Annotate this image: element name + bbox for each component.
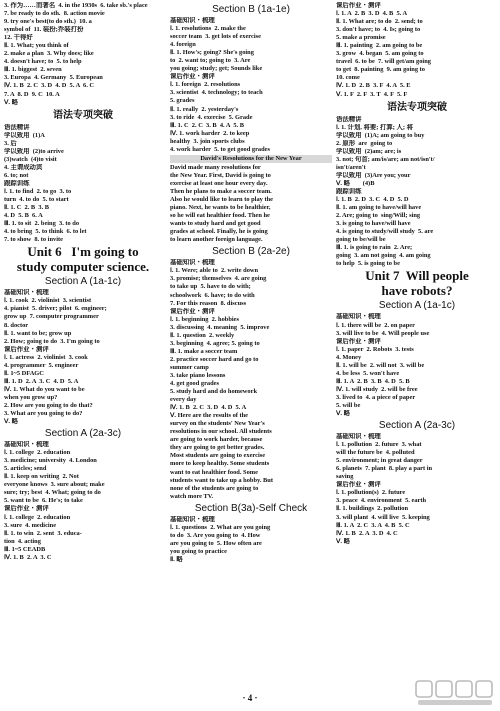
answer-line: resolutions in our school. All students xyxy=(170,428,272,436)
answer-line: 8. doctor xyxy=(4,321,29,329)
answer-line: Most students are going to exercise xyxy=(170,452,266,460)
answer-line: so he will eat healthier food. Then he xyxy=(170,212,270,220)
answer-line: 2. practice soccer hard and go to xyxy=(170,355,259,363)
answer-line: piano. Next, he wants to be healthier, xyxy=(170,204,271,212)
answer-line: exercise at least one hour every day. xyxy=(170,179,268,187)
answer-line: 4. pianist 5. driver; pilot 6. engineer; xyxy=(4,305,107,313)
answer-line: Ⅱ. 1. How's; going? She's going xyxy=(170,49,254,57)
answer-line: Ⅴ. 略 (4)B xyxy=(336,179,375,187)
answer-line: Ⅱ. 1. am going to have/will have xyxy=(336,204,422,212)
page-number: · 4 · xyxy=(242,693,258,703)
answer-line: Ⅱ. 1. question 2. weekly xyxy=(170,331,235,339)
answer-line: 3. Europa 4. Germany 5. European xyxy=(4,74,103,82)
answer-line: Ⅰ. 1. to find 2. to go 3. to xyxy=(4,187,72,195)
answer-line: Ⅳ. 1. will study 2. will be free xyxy=(336,385,418,393)
answer-line: soccer team 3. get lots of exercise xyxy=(170,33,261,41)
answer-line: 跟踪训练 xyxy=(4,179,30,187)
answer-line: Also he would like to learn to play the xyxy=(170,196,273,204)
answer-line: Ⅰ. 1. 计划, 将要; 打算; 人; 将 xyxy=(336,123,413,131)
answer-line: 3. medicine; university 4. London xyxy=(4,457,97,465)
answer-line: Ⅳ. 1. What do you want to be xyxy=(4,385,85,393)
grammar-heading: 语法专项突破 xyxy=(53,109,113,121)
answer-line: Ⅲ. 1. is going to rain 2. Are; xyxy=(336,244,413,252)
unit-title: Unit 6 I'm going to xyxy=(27,244,139,260)
answer-line: 课后作业・测评 xyxy=(4,345,49,353)
answer-line: wants to study hard and get good xyxy=(170,220,261,228)
answer-line: 4. 主谓成动宾 xyxy=(4,163,43,171)
answer-line: Ⅱ. 1. What are; to do 2. send; to xyxy=(336,18,423,26)
answer-line: 基础知识・梳理 xyxy=(336,313,381,321)
answer-line: 学以致用 (1)A xyxy=(4,131,45,139)
answer-line: Ⅳ. 1. B 2. C 3. D 4. D 5. A 6. C xyxy=(4,82,95,90)
column-middle xyxy=(170,2,332,564)
answer-line: 7. be ready to do sth. 8. action movie xyxy=(4,10,105,18)
answer-line: Ⅰ. 1. beginning 2. hobbies xyxy=(170,315,240,323)
answer-line: Ⅴ. 略 xyxy=(336,537,350,545)
answer-line: 3. not; 句首; am/is/are; am not/isn't/ xyxy=(336,155,435,163)
answer-line: Ⅴ. 略 xyxy=(336,410,350,418)
answer-line: 基础知识・梳理 xyxy=(336,433,381,441)
answer-line: they are going to get better grades. xyxy=(170,444,265,452)
answer-line: 语法精讲 xyxy=(336,115,362,123)
answer-line: to 2. want to; going to 3. Are xyxy=(170,57,251,65)
answer-line: to learn another foreign language. xyxy=(170,236,263,244)
unit-title: have robots? xyxy=(381,283,453,299)
answer-line: 3. What are you going to do? xyxy=(4,410,83,418)
answer-line: 3. is going to have/will have xyxy=(336,220,411,228)
column-right xyxy=(336,2,498,546)
section-heading: Section A (1a-1c) xyxy=(44,276,122,288)
answer-line: isn't/aren't xyxy=(336,163,366,171)
answer-line: when you grow up? xyxy=(4,393,58,401)
answer-line: to take up 5. have to do with; xyxy=(170,283,251,291)
answer-line: Ⅳ. 1. B 2. A 3. D 4. C xyxy=(336,529,398,537)
answer-line: 3. 后 xyxy=(4,139,17,147)
answer-line: schoolwork 6. have; to do with xyxy=(170,291,255,299)
answer-line: 2. Are; going to sing/Will; sing xyxy=(336,212,421,220)
answer-line: 7. For this reason 8. discuss xyxy=(170,299,247,307)
answer-line: 4. get good grades xyxy=(170,380,219,388)
section-heading: Section B (1a-1e) xyxy=(212,4,290,15)
answer-line: 4. doesn't have; to 5. to help xyxy=(4,58,82,66)
answer-line: Ⅱ. 1. keep on writing 2. Not xyxy=(4,473,79,481)
column-left xyxy=(4,2,162,562)
answer-line: Ⅱ. 1. C 2. B 3. B xyxy=(4,204,50,212)
answer-line: Ⅰ. 1. Were; able to 2. write down xyxy=(170,267,259,275)
answer-line: 3. 作为……而著名 4. in the 1930s 6. take sb.'s place xyxy=(4,2,148,9)
answer-line: 5. articles; send xyxy=(4,465,47,473)
answer-line: Ⅴ. 1. F 2. F 3. T 4. F 5. F xyxy=(336,90,408,98)
answer-line: 基础知识・梳理 xyxy=(170,259,215,267)
answer-line: Ⅴ. Here are the results of the xyxy=(170,412,249,420)
answer-line: Ⅰ. 1. college 2. education xyxy=(4,449,71,457)
answer-line: travel 6. to be 7. will get/am going xyxy=(336,58,431,66)
answer-line: healthy 3. join sports clubs xyxy=(170,137,245,145)
answer-line: Ⅰ. 1. A 2. B 3. D 4. B 5. A xyxy=(336,10,408,18)
answer-line: to get 8. painting 9. am going to xyxy=(336,66,425,74)
answer-line: Ⅱ. 1. want to be; grow up xyxy=(4,329,72,337)
answer-line: Ⅱ. 1. What; you think of xyxy=(4,42,69,50)
answer-line: Ⅱ. 1. buildings 2. pollution xyxy=(336,505,409,513)
answer-line: Ⅰ. 1. pollution(s) 2. future xyxy=(336,489,406,497)
answer-line: 3. will plant 4. will live 5. keeping xyxy=(336,513,430,521)
answer-line: 4. Money xyxy=(336,353,362,361)
answer-line: 5. environment; in great danger xyxy=(336,457,423,465)
answer-line: Ⅲ. 1. A 2. B 3. B 4. D 5. B xyxy=(336,377,410,385)
answer-line: more to keep healthy. Some students xyxy=(170,460,270,468)
answer-line: Ⅱ. 1. to win 2. sent 3. educa- xyxy=(4,529,82,537)
answer-line: will the future be 4. polluted xyxy=(336,449,415,457)
answer-line: Ⅰ. 1. paper 2. Robots 3. tests xyxy=(336,345,414,353)
answer-line: going 3. am not going 4. am going xyxy=(336,252,431,260)
answer-line: want to eat healthier food. Some xyxy=(170,468,258,476)
answer-line: 4. to bring 5. to think 6. to let xyxy=(4,228,87,236)
answer-line: 学以致用 (2)am; are; is xyxy=(336,147,402,155)
answer-line: grow up 7. computer programmer xyxy=(4,313,99,321)
answer-line: Ⅲ. 1~5 CEADB xyxy=(4,545,46,553)
answer-line: 3. beginning 4. agree; 5. going to xyxy=(170,339,260,347)
answer-line: 语法精讲 xyxy=(4,123,30,131)
answer-line: Ⅰ. 1. college 2. education xyxy=(4,513,71,521)
answer-line: 3. peace 4. environment 5. earth xyxy=(336,497,427,505)
answer-line: 3. to ride 4. exercise 5. Grade xyxy=(170,113,253,121)
answer-line: 3. lived to 4. a piece of paper xyxy=(336,393,416,401)
answer-line: 5. will be xyxy=(336,401,361,409)
answer-line: 2. How; going to do 3. I'm going to xyxy=(4,337,100,345)
answer-line: the New Year. First, David is going to xyxy=(170,171,271,179)
answer-line: 3. will live to be 4. Will people use xyxy=(336,329,430,337)
answer-line: Ⅲ. 1. painting 2. am going to be xyxy=(336,42,423,50)
answer-line: 7. to show 8. to invite xyxy=(4,236,63,244)
answer-line: going to be/will be xyxy=(336,236,386,244)
grammar-heading: 语法专项突破 xyxy=(387,101,447,113)
answer-line: 3. promise; themselves 4. are going xyxy=(170,275,267,283)
answer-line: to do 3. Are you going to 4. How xyxy=(170,531,261,539)
answer-line: Ⅴ. 略 xyxy=(4,418,18,426)
answer-line: none of the students are going to xyxy=(170,484,259,492)
answer-line: Ⅰ. 1. pollution 2. future 3. what xyxy=(336,441,422,449)
answer-line: Ⅲ. 1. A 2. C 3. A 4. B 5. C xyxy=(336,521,410,529)
answer-line: every day xyxy=(170,396,197,404)
answer-line: 学以致用 (3)Are you; your xyxy=(336,171,411,179)
answer-line: 9. try one's best(to do sth.) 10. a xyxy=(4,18,92,26)
answer-line: Ⅰ. 1. there will be 2. on paper xyxy=(336,321,415,329)
answer-line: Ⅰ. 1. questions 2. What are you going xyxy=(170,523,271,531)
answer-line: Ⅱ. 1~5 DFAGC xyxy=(4,369,44,377)
answer-line: Ⅲ. 1. D 2. A 3. C 4. D 5. A xyxy=(4,377,79,385)
answer-line: Ⅰ. 1. foreign 2. resolutions xyxy=(170,81,241,89)
unit-title: Unit 7 Will people xyxy=(365,268,469,284)
answer-line: Ⅱ. 1. will be 2. will not 3. will be xyxy=(336,361,425,369)
answer-line: 3. don't have; to 4. Is; going to xyxy=(336,26,421,34)
answer-line: 课后作业・测评 xyxy=(336,2,381,9)
answer-line: 基础知识・梳理 xyxy=(170,515,215,523)
answer-line: 6. planets 7. plant 8. play a part in xyxy=(336,465,433,473)
answer-line: grades at school. Finally, he is going xyxy=(170,228,268,236)
unit-title: study computer science. xyxy=(16,259,150,275)
answer-line: Ⅳ. 1. work harder 2. to keep xyxy=(170,129,250,137)
answer-line: 课后作业・测评 xyxy=(170,73,215,81)
answer-line: symbol of 11. 装扮;乔装打扮 xyxy=(4,26,84,34)
answer-line: Ⅰ. 1. actress 2. violinist 3. cook xyxy=(4,353,88,361)
answer-line: 基础知识・梳理 xyxy=(4,289,49,297)
watermark-logo-icon xyxy=(414,678,496,708)
answer-line: 2. 原形 are going to xyxy=(336,139,393,147)
answer-line: 5. study hard and do homework xyxy=(170,388,258,396)
answer-line: you going to practice xyxy=(170,547,227,555)
answer-line: are going to work harder, because xyxy=(170,436,263,444)
answer-line: Ⅰ. 1. B 2. D 3. C 4. D 5. D xyxy=(336,196,409,204)
section-heading: Section B(3a)-Self Check xyxy=(194,502,308,514)
section-heading: Section A (2a-3c) xyxy=(378,420,456,432)
answer-line: Ⅱ. 1. really 2. yesterday's xyxy=(170,105,239,113)
answer-line: 3. grow 4. began 5. am going to xyxy=(336,50,424,58)
answer-line: 课后作业・测评 xyxy=(336,337,381,345)
answer-line: 4. is going to study/will study 5. are xyxy=(336,228,434,236)
answer-line: are you going to 5. How often are xyxy=(170,539,262,547)
answer-line: summer camp xyxy=(170,363,209,371)
answer-line: 10. come xyxy=(336,74,360,82)
answer-line: 3. sure 4. medicine xyxy=(4,521,57,529)
answer-line: 7. A 8. D 9. C 10. A xyxy=(4,90,60,98)
answer-line: Ⅲ. 1. to sit 2. being 3. to do xyxy=(4,220,80,228)
answer-line: Ⅲ. 1. make a soccer team xyxy=(170,347,238,355)
answer-line: Ⅳ. 1. D 2. B 3. F 4. A 5. E xyxy=(336,82,411,90)
essay-title: David's Resolutions for the New Year xyxy=(170,155,332,163)
answer-line: Ⅳ. 1. B 2. A 3. C xyxy=(4,553,52,561)
answer-line: 3. scientist 4. technology; to teach xyxy=(170,89,263,97)
answer-line: 4. D 5. B 6. A xyxy=(4,212,43,220)
answer-line: 基础知识・梳理 xyxy=(170,17,215,24)
answer-line: David made many resolutions for xyxy=(170,163,261,171)
answer-line: 课后作业・测评 xyxy=(170,307,215,315)
section-heading: Section A (1a-1c) xyxy=(378,300,456,312)
answer-line: Ⅲ. 1. C 2. C 3. B 4. A 5. B xyxy=(170,121,244,129)
answer-line: Ⅴ. 略 xyxy=(4,98,18,106)
answer-line: 3. discussing 4. meaning 5. improve xyxy=(170,323,270,331)
answer-line: 12. 干得好 xyxy=(4,34,33,42)
answer-line: survey on the students' New Year's xyxy=(170,420,265,428)
answer-line: Ⅳ. 1. B 2. C 3. D 4. D 5. A xyxy=(170,404,247,412)
answer-line: Ⅱ. 略 xyxy=(170,555,183,563)
answer-line: sure; try; best 4. What; going to do xyxy=(4,489,101,497)
answer-line: 3. take piano lessons xyxy=(170,371,226,379)
answer-line: tion 4. acting xyxy=(4,537,41,545)
answer-line: watch more TV. xyxy=(170,492,214,500)
answer-line: Ⅰ. 1. resolutions 2. make the xyxy=(170,25,246,33)
answer-line: 5. make a promise xyxy=(336,34,386,42)
answer-line: 课后作业・测评 xyxy=(336,481,381,489)
answer-line: Then he plans to make a soccer team. xyxy=(170,187,272,195)
answer-line: 课后作业・测评 xyxy=(4,505,49,513)
answer-line: Ⅲ. 1. biggest 2. seven xyxy=(4,66,62,74)
section-heading: Section A (2a-3c) xyxy=(44,428,122,440)
answer-line: you going; study; get; Sounds like xyxy=(170,65,263,73)
answer-line: 4. be less 5. won't have xyxy=(336,369,400,377)
answer-line: 学以致用 (2)to arrive xyxy=(4,147,64,155)
answer-line: Ⅰ. 1. cook 2. violinist 3. scientist xyxy=(4,297,92,305)
answer-line: 2. make a plan 3. Why does; like xyxy=(4,50,94,58)
answer-line: 4. work harder 5. to get good grades xyxy=(170,145,270,153)
answer-line: 学以致用 (1)A; am going to buy xyxy=(336,131,425,139)
answer-line: 4. foreign xyxy=(170,41,196,49)
answer-line: 4. programmer 5. engineer xyxy=(4,361,79,369)
answer-line: 基础知识・梳理 xyxy=(4,441,49,449)
answer-line: 6. to; not xyxy=(4,171,29,179)
answer-line: 5. want to be 6. He's; to take xyxy=(4,497,83,505)
answer-line: to help 5. is going to be xyxy=(336,260,400,268)
answer-line: 跟踪训练 xyxy=(336,187,362,195)
answer-line: 2. How are you going to do that? xyxy=(4,401,93,409)
answer-line: turn 4. to do 5. to start xyxy=(4,196,69,204)
answer-line: saving xyxy=(336,473,354,481)
answer-line: (3)watch (4)to visit xyxy=(4,155,57,163)
section-heading: Section B (2a-2e) xyxy=(212,246,290,258)
answer-line: students want to take up a hobby. But xyxy=(170,476,273,484)
answer-line: 5. grades xyxy=(170,97,195,105)
answer-line: everyone knows 3. sure about; make xyxy=(4,481,105,489)
